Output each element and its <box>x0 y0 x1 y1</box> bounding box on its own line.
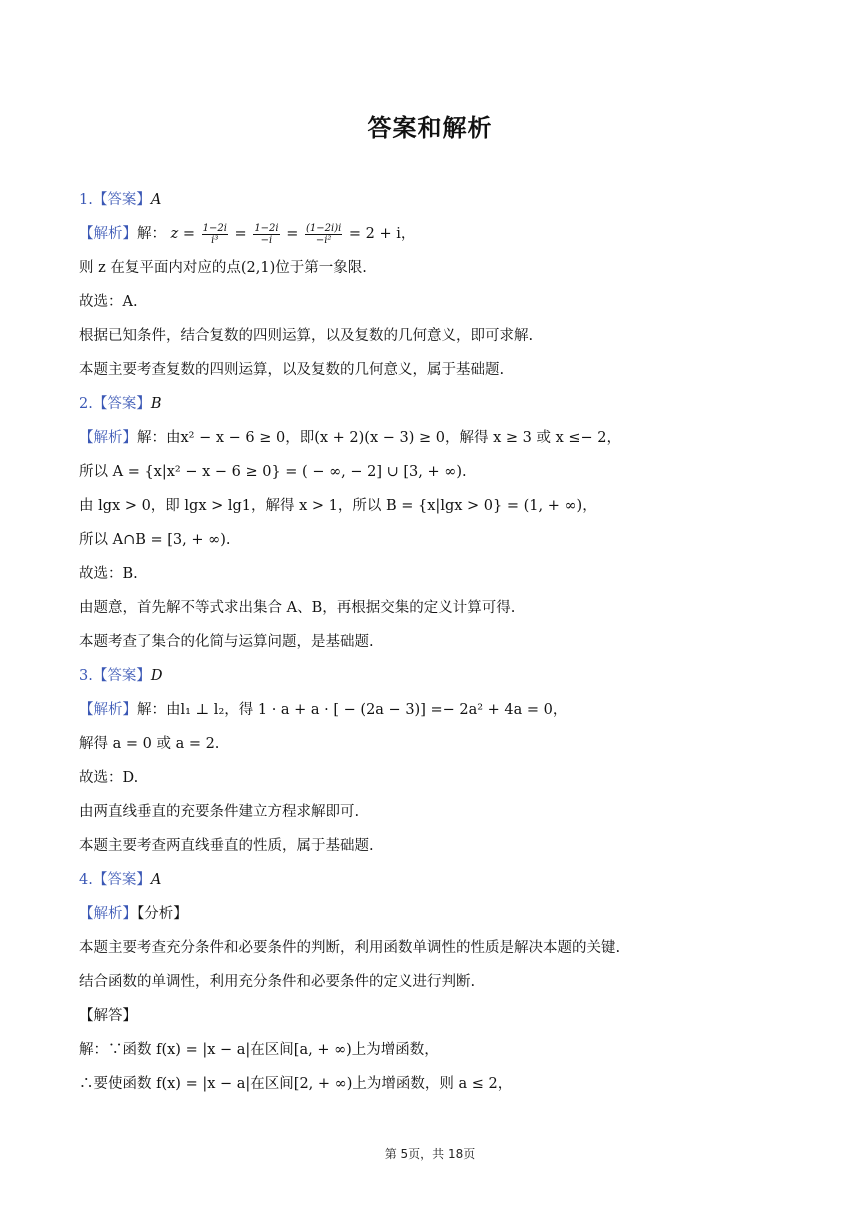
q4-line-4: 【解答】 <box>79 1008 137 1024</box>
q4-number: 4. <box>79 872 93 888</box>
q2-line-4: 所以 A∩B = [3, + ∞). <box>79 532 231 548</box>
q4-analysis-text: 【分析】 <box>137 906 188 922</box>
q4-line-2: 本题主要考查充分条件和必要条件的判断，利用函数单调性的性质是解决本题的关键. <box>79 940 621 956</box>
q1-analysis-line <box>79 219 790 253</box>
q2-answer-value: B <box>150 396 162 412</box>
q4-answer-line <box>79 865 790 899</box>
q3-line-4: 由两直线垂直的充要条件建立方程求解即可. <box>79 804 360 820</box>
q1-eq-sign-2: = <box>234 226 247 242</box>
q1-fraction-2-num: 1−2i <box>254 222 279 234</box>
q1-answer-line <box>79 185 790 219</box>
q3-analysis-text: 解：由l₁ ⊥ l₂，得 1 · a + a · [ − (2a − 3)] =− 2a² + 4a = 0， <box>137 702 568 718</box>
q2-analysis-line <box>79 423 790 457</box>
q2-line-6: 由题意，首先解不等式求出集合 A、B，再根据交集的定义计算可得. <box>79 600 516 616</box>
q1-fraction-2-den: −i <box>260 234 273 246</box>
q2-line-7: 本题考查了集合的化简与运算问题，是基础题. <box>79 634 374 650</box>
q1-answer-tag: 【答案】 <box>92 192 151 208</box>
q2-line-2: 所以 A = {x|x² − x − 6 ≥ 0} = ( − ∞, − 2] ∪ [3, + ∞). <box>79 464 467 480</box>
q1-eq-sign-3: = <box>286 226 299 242</box>
q3-number: 3. <box>79 668 93 684</box>
q3-analysis-tag: 【解析】 <box>79 702 137 718</box>
q1-eq-sign-1: = <box>182 226 196 242</box>
q1-fraction-3-den: −i² <box>315 234 332 246</box>
answer-content <box>79 185 790 1103</box>
q4-analysis-tag: 【解析】 <box>79 906 137 922</box>
q4-analysis-line <box>79 899 790 933</box>
q1-analysis-tag: 【解析】 <box>79 226 137 242</box>
q1-eq-tail: = 2 + i， <box>348 226 416 242</box>
q2-analysis-text: 解：由x² − x − 6 ≥ 0，即(x + 2)(x − 3) ≥ 0，解得 x ≥ 3 或 x ≤− 2， <box>137 430 622 446</box>
q3-line-2: 解得 a = 0 或 a = 2. <box>79 736 220 752</box>
q3-answer-line <box>79 661 790 695</box>
q2-line-5: 故选：B. <box>79 566 138 582</box>
q1-number: 1. <box>79 192 93 208</box>
q1-line-4: 根据已知条件，结合复数的四则运算，以及复数的几何意义，即可求解. <box>79 328 534 344</box>
q4-answer-tag: 【答案】 <box>92 872 151 888</box>
q1-analysis-lead: 解： <box>137 226 166 242</box>
page-footer: 第 5页，共 18页 <box>384 1147 476 1161</box>
q2-number: 2. <box>79 396 93 412</box>
q4-answer-value: A <box>150 872 162 888</box>
q1-fraction-1 <box>202 223 228 246</box>
q1-eq-z: z <box>170 226 179 242</box>
q2-line-3: 由 lgx > 0，即 lgx > lg1，解得 x > 1，所以 B = {x|lgx > 0} = (1, + ∞)， <box>79 498 597 514</box>
q1-line-2: 则 z 在复平面内对应的点(2,1)位于第一象限. <box>79 260 367 276</box>
q3-line-3: 故选：D. <box>79 770 139 786</box>
q1-fraction-3 <box>305 223 342 246</box>
q3-analysis-line <box>79 695 790 729</box>
q1-fraction-1-num: 1−2i <box>202 222 227 234</box>
q1-fraction-2 <box>253 223 279 246</box>
q2-answer-line <box>79 389 790 423</box>
q1-fraction-3-num: (1−2i)i <box>306 222 342 234</box>
q3-answer-tag: 【答案】 <box>92 668 151 684</box>
q2-analysis-tag: 【解析】 <box>79 430 137 446</box>
q3-answer-value: D <box>150 668 163 684</box>
q2-answer-tag: 【答案】 <box>92 396 151 412</box>
page-title: 答案和解析 <box>367 114 493 142</box>
q1-answer-value: A <box>150 192 162 208</box>
q4-line-6: ∴要使函数 f(x) = |x − a|在区间[2, + ∞)上为增函数，则 a ≤ 2， <box>79 1076 513 1092</box>
q1-line-3: 故选：A. <box>79 294 138 310</box>
q3-line-5: 本题主要考查两直线垂直的性质，属于基础题. <box>79 838 374 854</box>
q4-line-5: 解：∵函数 f(x) = |x − a|在区间[a, + ∞)上为增函数， <box>79 1042 439 1058</box>
q4-line-3: 结合函数的单调性，利用充分条件和必要条件的定义进行判断. <box>79 974 476 990</box>
q1-line-5: 本题主要考查复数的四则运算，以及复数的几何意义，属于基础题. <box>79 362 505 378</box>
q1-fraction-1-den: i³ <box>211 234 219 246</box>
